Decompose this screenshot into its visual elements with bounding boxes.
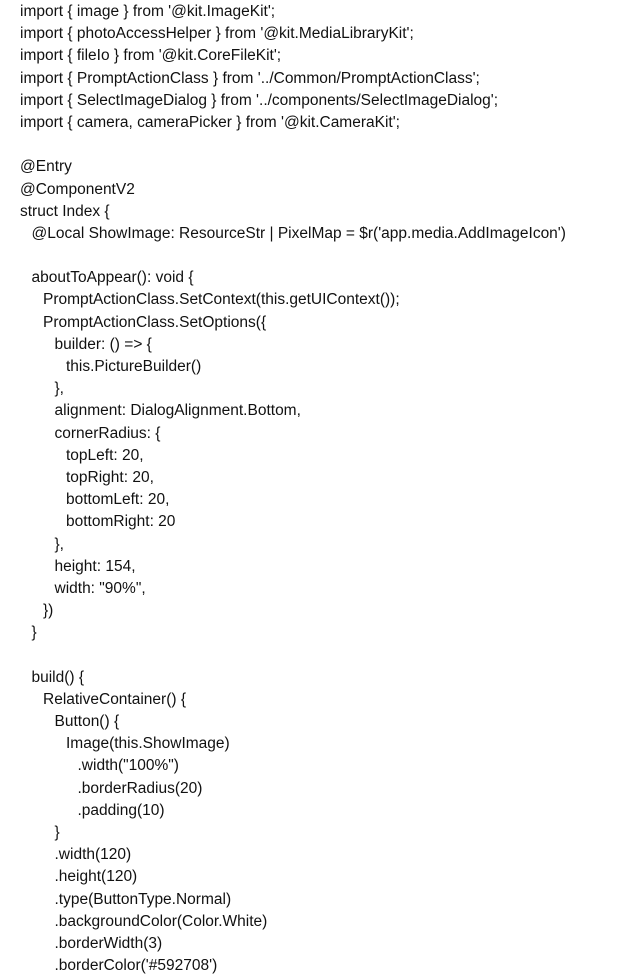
code-line: Image(this.ShowImage)	[66, 735, 230, 753]
code-line: width: "90%",	[54, 579, 146, 597]
code-line: .padding(10)	[77, 801, 165, 819]
code-line: PromptActionClass.SetOptions({	[43, 313, 267, 331]
code-line: PromptActionClass.SetContext(this.getUIContext());	[43, 291, 400, 309]
code-line: .width(120)	[54, 846, 132, 864]
code-line: builder: () => {	[54, 335, 152, 353]
code-line: RelativeContainer() {	[43, 690, 187, 708]
code-line: height: 154,	[54, 557, 136, 575]
code-line: import { photoAccessHelper } from '@kit.MediaLibraryKit';	[20, 25, 414, 43]
code-line: @ComponentV2	[20, 180, 135, 198]
code-line: .height(120)	[54, 868, 138, 886]
code-line: cornerRadius: {	[54, 424, 161, 442]
code-line: .width("100%")	[77, 757, 179, 775]
code-line: aboutToAppear(): void {	[31, 269, 194, 287]
code-line: },	[54, 380, 64, 398]
code-line: import { PromptActionClass } from '../Common/PromptActionClass';	[20, 69, 480, 87]
code-line: }	[31, 624, 37, 642]
code-line: .backgroundColor(Color.White)	[54, 912, 268, 930]
code-line: @Entry	[20, 158, 72, 176]
code-line: import { camera, cameraPicker } from '@kit.CameraKit';	[20, 113, 400, 131]
code-line: build() {	[31, 668, 85, 686]
code-line: bottomLeft: 20,	[66, 491, 170, 509]
code-line: struct Index {	[20, 202, 110, 220]
code-line: import { fileIo } from '@kit.CoreFileKit';	[20, 47, 282, 65]
code-line: bottomRight: 20	[66, 513, 176, 531]
code-line: .type(ButtonType.Normal)	[54, 890, 232, 908]
code-line: .borderWidth(3)	[54, 934, 163, 952]
code-line: alignment: DialogAlignment.Bottom,	[54, 402, 301, 420]
code-line: })	[43, 602, 54, 620]
code-blank-line	[20, 644, 640, 666]
code-line: this.PictureBuilder()	[66, 358, 202, 375]
code-blank-line	[20, 134, 640, 156]
code-line: },	[54, 535, 64, 553]
code-blank-line	[20, 245, 640, 267]
code-line: }	[54, 823, 60, 841]
code-line: import { image } from '@kit.ImageKit';	[20, 3, 276, 20]
code-line: Button() {	[54, 713, 120, 730]
code-line: @Local ShowImage: ResourceStr | PixelMap = $r('app.media.AddImageIcon')	[31, 224, 566, 242]
code-line: import { SelectImageDialog } from '../components/SelectImageDialog';	[20, 91, 499, 109]
code-line: .borderRadius(20)	[77, 779, 203, 797]
code-line: topLeft: 20,	[66, 446, 144, 464]
code-line: topRight: 20,	[66, 468, 154, 486]
code-line: .borderColor('#592708')	[54, 957, 218, 975]
